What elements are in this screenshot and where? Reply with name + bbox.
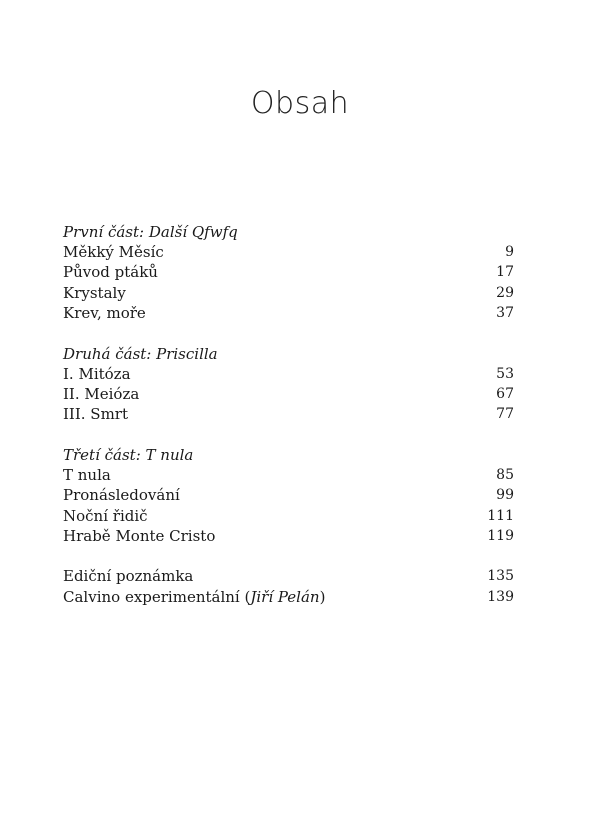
entry-title: Měkký Měsíc [63,243,164,261]
entry-page: 85 [496,466,514,483]
entry-title: II. Meióza [63,384,140,403]
entry-page: 53 [496,365,514,382]
entry-page: 77 [496,406,514,423]
toc-entry [63,242,514,262]
toc-entry [63,587,514,607]
entry-title: T nula [63,465,111,484]
toc-entry [63,283,514,303]
entry-page: 135 [487,568,514,585]
toc-section-3 [63,445,514,547]
section-heading: Druhá část: Priscilla [63,344,218,363]
table-of-contents [63,222,514,607]
toc-section-1 [63,222,514,324]
toc-section-2 [63,344,514,425]
toc-entry [63,506,514,526]
entry-page: 111 [487,507,514,524]
section-heading: Třetí část: T nula [63,445,194,464]
toc-appendix [63,566,514,607]
entry-page: 139 [487,588,514,605]
entry-title: III. Smrt [63,405,129,424]
entry-title: Původ ptáků [63,263,158,282]
entry-title: Pronásledování [63,486,180,505]
section-heading: První část: Další Qfwfq [63,223,238,241]
entry-title: Noční řidič [63,506,148,525]
toc-entry [63,526,514,546]
entry-title: Hrabě Monte Cristo [63,526,216,545]
toc-entry [63,566,514,586]
entry-page: 17 [496,264,514,281]
entry-title: Krev, moře [63,304,146,323]
toc-entry [63,262,514,282]
entry-page: 9 [505,244,514,260]
toc-entry [63,384,514,404]
entry-page: 37 [496,305,514,322]
entry-title [63,587,325,607]
toc-entry [63,404,514,424]
entry-title-main: Calvino experimentální ( [63,587,251,606]
page-title: Obsah [250,86,350,121]
entry-page: 99 [496,487,514,504]
entry-page: 29 [496,284,514,301]
entry-title: I. Mitóza [63,364,131,383]
entry-title: Ediční poznámka [63,567,194,586]
toc-entry [63,465,514,485]
entry-title-author: Jiří Pelán [250,587,320,606]
toc-entry [63,303,514,323]
entry-title-end: ) [319,587,326,606]
entry-title: Krystaly [63,283,126,302]
toc-entry [63,485,514,505]
entry-page: 119 [487,527,514,544]
toc-entry [63,364,514,384]
entry-page: 67 [496,385,514,402]
